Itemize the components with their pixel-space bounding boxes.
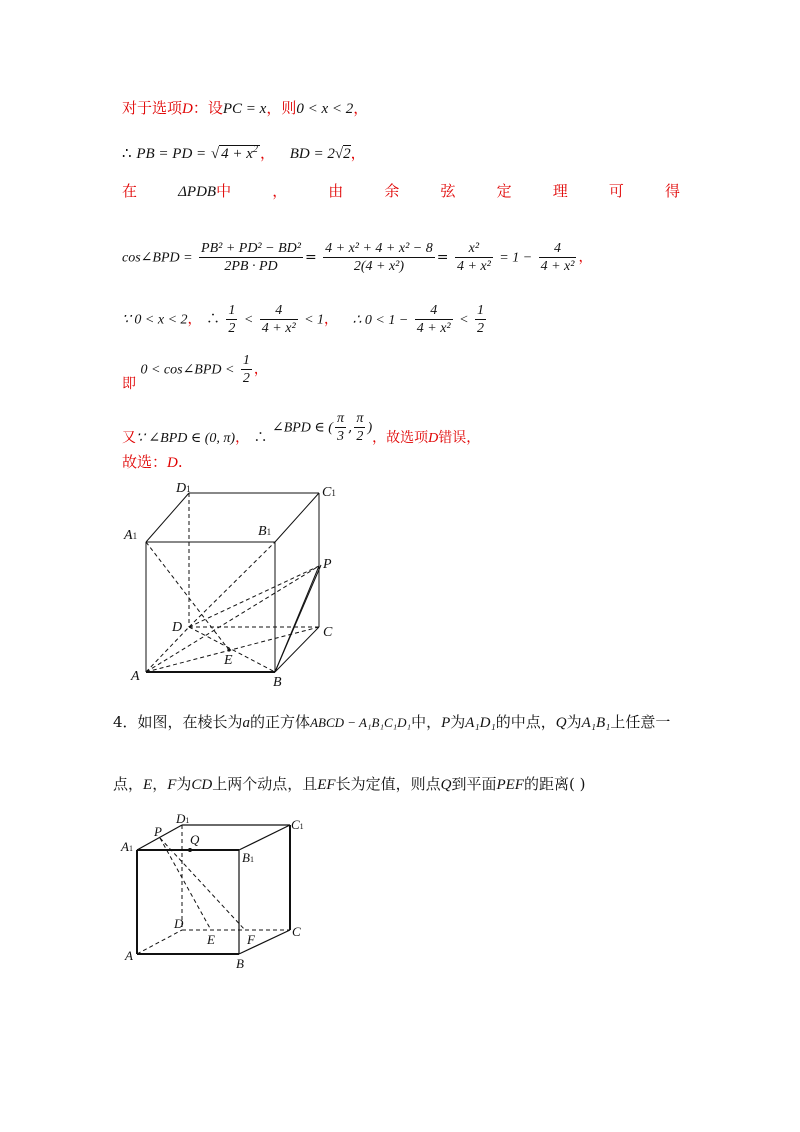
math-cd: CD — [191, 777, 213, 793]
text: 的距离 — [523, 775, 569, 793]
cube-figure-1 — [118, 478, 348, 690]
label-e: E — [224, 653, 233, 668]
label-b: B — [273, 675, 282, 690]
text: 的正方体 — [250, 713, 311, 731]
text: 上任意一 — [610, 713, 671, 731]
math-a1d1: A₁D₁ — [465, 715, 496, 731]
text: 定 — [496, 182, 512, 200]
denominator: 4 + x² — [540, 259, 575, 274]
text: 为 — [450, 713, 466, 731]
segment-pf — [160, 838, 245, 930]
point-q — [188, 848, 192, 852]
label-d: D — [172, 620, 183, 635]
comma: ， — [350, 144, 366, 162]
fraction-2 — [323, 240, 435, 275]
text: 为 — [566, 713, 582, 731]
segment-pe — [160, 838, 211, 930]
label-b1: B1 — [242, 850, 254, 865]
point-e — [227, 648, 230, 651]
therefore-symbol: ∴ — [205, 311, 220, 328]
answer-blank: ( ) — [568, 775, 586, 793]
fraction-half-c — [241, 352, 252, 387]
label-c1: C1 — [322, 485, 336, 500]
math-angle-in: ∵ ∠BPD ∈ (0, π) — [136, 430, 236, 446]
math-a1b1: A₁B₁ — [581, 715, 611, 731]
text: 点， — [113, 775, 144, 793]
text: 又 — [122, 429, 136, 446]
answer-line — [122, 452, 183, 473]
numerator: x² — [468, 241, 480, 256]
denominator: 4 + x² — [261, 321, 296, 336]
pb-pd-line — [122, 140, 366, 164]
triangle-phrase — [178, 180, 231, 201]
label-e: E — [207, 932, 215, 947]
text: 的中点， — [495, 713, 556, 731]
less-than: < — [459, 312, 469, 328]
question-4-line-1 — [113, 712, 670, 733]
math-cube: ABCD − A₁B₁C₁D₁ — [310, 715, 412, 730]
fraction-4-over — [260, 302, 298, 337]
fraction-pi-2 — [354, 410, 365, 445]
comma: ， — [187, 311, 202, 328]
text: ， — [152, 775, 168, 793]
text: 中， — [411, 713, 442, 731]
text: 对于选项 — [122, 99, 183, 117]
label-b1: B1 — [258, 524, 272, 539]
label-c: C — [323, 625, 333, 640]
math-one-minus: = 1 − — [499, 250, 533, 266]
edge-b1c1 — [239, 825, 290, 850]
cos-formula-line: cos∠BPD = $\frac{\text{PB² + PD² − BD²}}{2PB \cdot PD}$ = $\frac{\text{4 + x² + 4 + x² − 8}}{\text{2(4 + x²)}}$ = $\frac{\text{x²}}{\text{4 + x²}}$ = 1 − $\frac{4}{\text{4 + x²}}$ ， — [122, 241, 593, 274]
numerator: PB² + PD² − BD² — [201, 241, 301, 256]
text: ，故选项 — [372, 429, 429, 446]
solution-option-d-line — [122, 98, 368, 119]
less-than-one: < 1 — [304, 312, 325, 328]
math-range: 0 < x < 2 — [296, 101, 354, 117]
text: 由 — [328, 182, 344, 200]
fraction-half — [226, 302, 237, 337]
sqrt2: √2 — [334, 146, 351, 162]
text: . — [177, 453, 183, 471]
comma: ， — [324, 311, 339, 328]
math-a: a — [242, 715, 251, 731]
comma: ， — [259, 144, 275, 162]
math-triangle: ΔPDB — [178, 184, 217, 200]
numerator: 1 — [228, 303, 236, 318]
label-d1: D1 — [176, 811, 190, 826]
text: 为 — [176, 775, 192, 793]
fraction-half-b — [475, 302, 486, 337]
denominator: 2 — [476, 321, 484, 336]
comma: ， — [235, 429, 250, 446]
numerator: 4 — [275, 303, 283, 318]
text: ：设 — [192, 99, 223, 117]
text: ，则 — [266, 99, 297, 117]
fraction-4-over-b — [415, 302, 453, 337]
math-q2: Q — [440, 777, 452, 793]
close-paren: ) — [367, 420, 373, 436]
text: 到平面 — [451, 775, 497, 793]
fraction-1 — [199, 240, 303, 275]
denominator: 2 — [354, 427, 365, 445]
numerator: 4 — [554, 241, 562, 256]
therefore-symbol: ∴ — [122, 144, 132, 162]
math-pb-pd: PB = PD = — [136, 146, 207, 162]
text: 中 — [216, 182, 232, 200]
fraction-pi-3 — [335, 410, 346, 445]
denominator: 2PB · PD — [199, 257, 303, 275]
text: 可 — [608, 182, 624, 200]
sqrt2-body: 2 — [343, 146, 351, 162]
sqrt-body: 4 + x — [221, 146, 253, 162]
denominator: 3 — [335, 427, 346, 445]
math-pc: PC = x — [222, 101, 267, 117]
therefore-symbol: ∴ — [253, 429, 268, 446]
math-bd: BD = 2 — [289, 146, 335, 162]
math-cos-range: 0 < cos∠BPD < — [140, 362, 235, 378]
edge-a1d1 — [146, 493, 189, 542]
text: 故选： — [122, 453, 168, 471]
sqrt-expression: √ $4 + x^2$ — [210, 144, 258, 162]
segment-bp2 — [275, 565, 321, 672]
question-4-line-2 — [113, 774, 585, 795]
label-p: P — [154, 824, 162, 839]
edge-bc — [275, 627, 319, 672]
label-d: D — [174, 916, 184, 931]
text: 错误， — [438, 429, 481, 446]
less-than: < — [243, 312, 254, 328]
text: 长为定值，则点 — [335, 775, 441, 793]
text: ， — [353, 99, 369, 117]
numerator: 1 — [476, 303, 484, 318]
math-pef: PEF — [496, 777, 524, 793]
label-d1: D1 — [176, 481, 191, 496]
math-therefore-range: ∴ 0 < 1 − — [352, 312, 409, 328]
fraction-3 — [455, 240, 493, 275]
comma: ， — [272, 182, 288, 200]
answer-letter: D — [167, 455, 178, 471]
numerator: π — [336, 411, 344, 426]
text: 即 — [122, 375, 136, 392]
range-line — [122, 302, 488, 337]
text: 弦 — [440, 182, 456, 200]
option-letter: D — [428, 430, 439, 446]
numerator: 4 + x² + 4 + x² − 8 — [325, 241, 433, 256]
label-c1: C1 — [291, 817, 304, 832]
math-e: E — [143, 777, 153, 793]
option-letter: D — [182, 101, 193, 117]
math-cos-lhs: cos∠BPD = — [122, 250, 193, 266]
text: 上两个动点，且 — [212, 775, 318, 793]
label-b: B — [236, 956, 244, 970]
angle-range-line: 又∵ ∠BPD ∈ (0, π)， ∴ ∠BPD ∈ ( $\frac{\pi}{3}$ , $\frac{\pi}{2}$ )，故选项D错误， — [122, 411, 481, 446]
denominator: 2 — [242, 371, 250, 386]
math-f: F — [167, 777, 177, 793]
math-ef: EF — [317, 777, 336, 793]
numerator: π — [356, 411, 364, 426]
math-q: Q — [555, 715, 567, 731]
edge-b1c1 — [275, 493, 319, 542]
label-p: P — [323, 557, 332, 572]
comma: ， — [253, 361, 268, 378]
cos-range-line — [122, 352, 268, 392]
label-q: Q — [190, 832, 200, 847]
text: 在 — [122, 182, 138, 200]
numerator: 4 — [430, 303, 438, 318]
label-a: A — [125, 948, 133, 963]
segment-a1e — [146, 542, 229, 650]
label-a1: A1 — [124, 528, 138, 543]
math-because-range: ∵ 0 < x < 2 — [122, 312, 188, 328]
numerator: 1 — [242, 353, 250, 368]
denominator: 2 — [228, 321, 236, 336]
text: 得 — [664, 182, 680, 200]
text: 理 — [552, 182, 568, 200]
segment-dp — [189, 566, 319, 627]
cosine-law-line — [122, 180, 680, 201]
label-c: C — [292, 924, 301, 939]
math-angle-in2: ∠BPD ∈ ( — [271, 420, 333, 436]
math-p: P — [441, 715, 451, 731]
text: 4．如图，在棱长为 — [113, 713, 243, 731]
comma: ， — [578, 249, 593, 266]
label-a1: A1 — [121, 839, 133, 854]
cube-figure-2 — [118, 806, 318, 970]
label-a: A — [131, 669, 140, 684]
denominator: 4 + x² — [416, 321, 451, 336]
fraction-4 — [539, 240, 577, 275]
label-f: F — [247, 932, 255, 947]
text: 余 — [384, 182, 400, 200]
denominator: 2(4 + x²) — [323, 257, 435, 275]
edge-ad-hidden — [137, 930, 182, 954]
denominator: 4 + x² — [456, 259, 491, 274]
